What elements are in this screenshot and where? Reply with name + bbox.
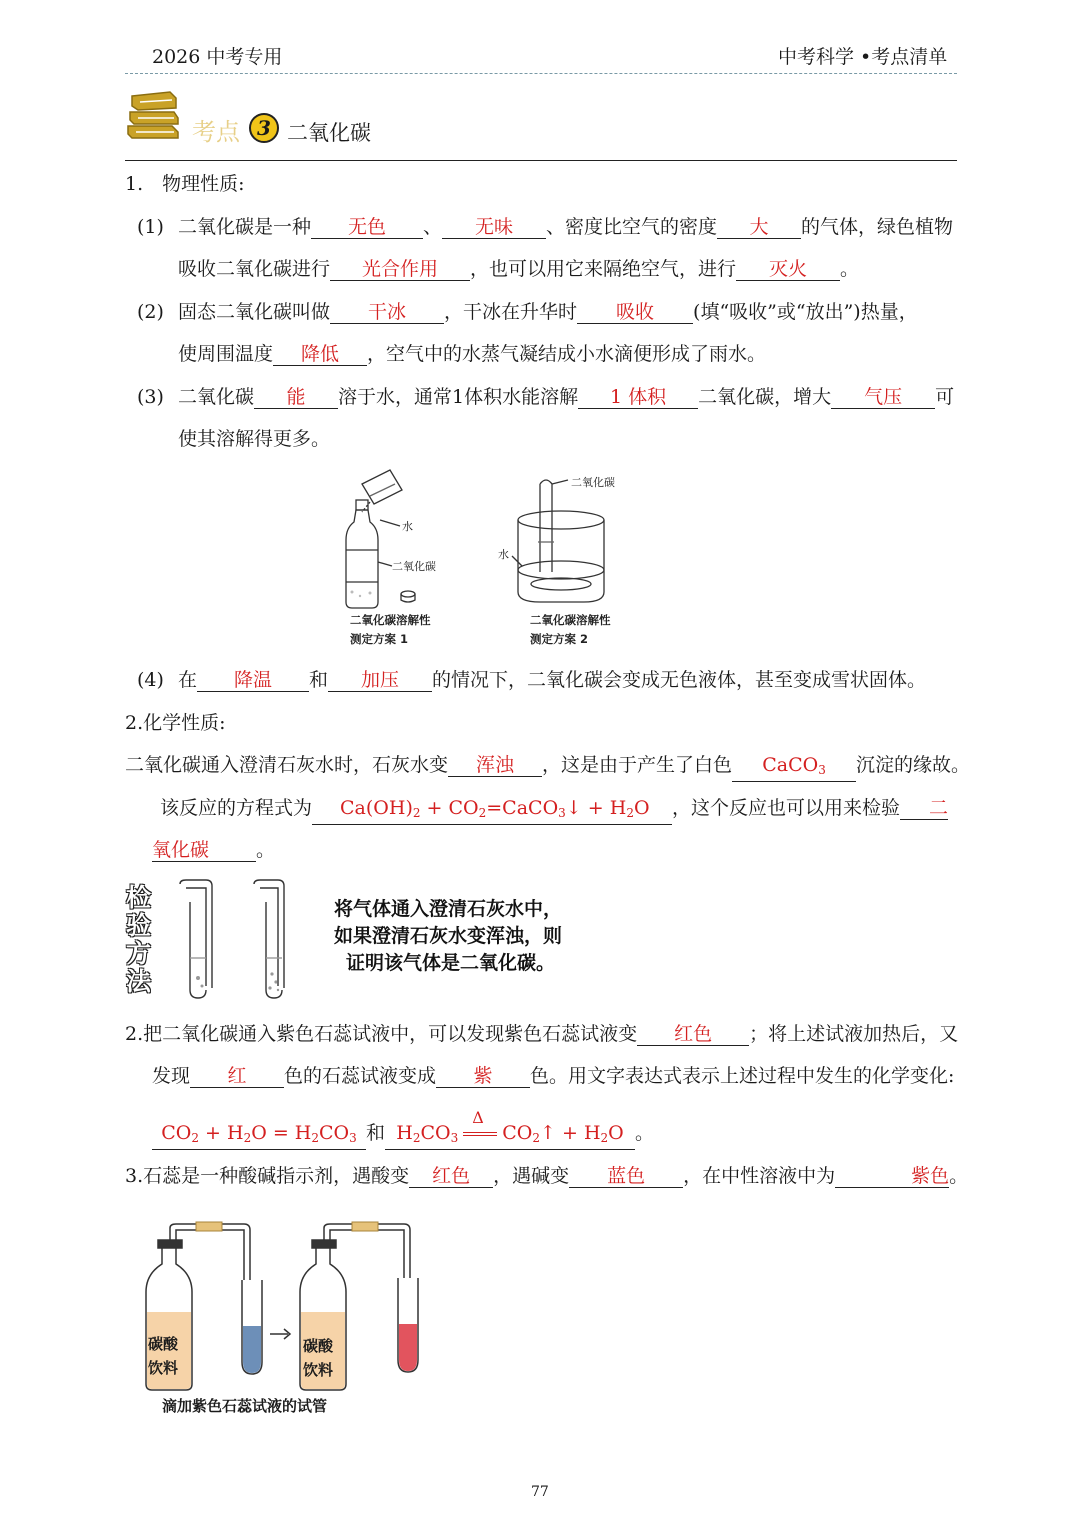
q1-i4-num: (4) [137,669,164,691]
blank-co2-part2: 氧化碳 [152,840,256,862]
blank-neutral-purple: 紫色 [835,1166,949,1188]
header-right: 中考科学 •考点清单 [778,46,948,68]
test-tubes-figure [178,878,298,1004]
fig1-caption2a: 二氧化碳溶解性 [530,613,611,627]
blank-red-color: 红色 [637,1024,749,1046]
blank-odorless: 无味 [442,217,546,239]
q2-line3: 氧化碳 。 [152,839,276,861]
q1-i3-num: (3) [137,386,164,408]
q4-line: 3.石蕊是一种酸碱指示剂，遇酸变 红色 ，遇碱变 蓝色 ，在中性溶液中为 紫色。 [125,1165,969,1187]
blank-can: 能 [254,387,338,409]
bottle-icon [346,510,378,608]
blank-cooling: 降温 [197,670,309,692]
blank-equation: $Ca(OH)_2$ + $CO_2=CaCO_3↓ + H_2O$ [312,798,672,825]
page-number: 77 [531,1484,549,1500]
blank-dry-ice: 干冰 [330,302,444,324]
blank-purple: 紫 [436,1066,530,1088]
q2-line1: 二氧化碳通入澄清石灰水时，石灰水变 浑浊 ，这是由于产生了白色 CaCO$_3$ 沉淀的缘故。 [125,753,970,782]
blank-eq-combine: $CO_2 + H_2O = H_2CO_3$ [152,1123,366,1150]
blank-pressurize: 加压 [328,670,432,692]
q1-i3-line1: 二氧化碳 能 溶于水，通常1体积水能溶解 1 体积 二氧化碳，增大 气压 可 [178,386,955,408]
blank-volume: 1 体积 [578,387,698,409]
blank-extinguish: 灭火 [736,259,840,281]
fig3-caption: 滴加紫色石蕊试液的试管 [162,1397,328,1415]
carbonated-drink-figure [140,1222,440,1402]
q1-i3-line2: 使其溶解得更多。 [178,428,331,450]
q1-i1-line2: 吸收二氧化碳进行 光合作用 ，也可以用它来隔绝空气，进行 灭火 。 [178,258,860,280]
test-method-line3: 证明该气体是二氧化碳。 [346,952,556,974]
blank-turbid: 浑浊 [448,755,542,777]
q1-i1-line1: 二氧化碳是一种 无色 、 无味 、密度比空气的密度 大 的气体，绿色植物 [178,216,954,238]
test-method-line2: 如果澄清石灰水变浑浊，则 [334,925,563,947]
fig1-co2-label: 二氧化碳 [392,560,436,573]
fig1-co2b-label: 二氧化碳 [571,476,615,489]
blank-acid-red: 红色 [409,1166,493,1188]
blank-density: 大 [717,217,801,239]
q3-equations: $CO_2 + H_2O = H_2CO_3$ 和 $H_2CO_3$ Δ $CO_2↑ + H_2O$ 。 [152,1121,654,1150]
fig1-caption1b: 测定方案 1 [350,632,409,646]
blank-caco3: CaCO$_3$ [732,755,856,782]
section-title: 二氧化碳 [287,121,371,145]
beaker-icon [362,470,402,504]
blank-base-blue: 蓝色 [569,1166,683,1188]
blank-pressure: 气压 [831,387,935,409]
blank-eq-decompose: $H_2CO_3$ Δ $CO_2↑ + H_2O$ [385,1123,635,1150]
section-rule [125,160,957,161]
header-left: 2026 中考专用 [152,46,283,68]
test-method-line1: 将气体通入澄清石灰水中， [334,898,563,920]
section-label: 考点 [192,118,240,146]
fig1-caption1a: 二氧化碳溶解性 [350,613,431,627]
q2-line2: 该反应的方程式为 $Ca(OH)_2$ + $CO_2=CaCO_3↓ + H_2O$ ，这个反应也可以用来检验 二 [160,796,948,825]
blank-photosynthesis: 光合作用 [330,259,470,281]
books-icon [124,88,184,140]
bottle2-label: 碳酸 饮料 [303,1337,334,1379]
q3-line2: 发现 红 色的石蕊试液变成 紫 色。用文字表达式表示上述过程中发生的化学变化: [152,1065,955,1087]
test-method-vertical-title: 检 验 方 法 [126,883,152,996]
q3-line1: 2.把二氧化碳通入紫色石蕊试液中，可以发现紫色石蕊试液变 红色 ；将上述试液加热后，又 [125,1023,959,1045]
fig1-water2-label: 水 [498,548,509,561]
bottle1-label: 碳酸 饮料 [148,1335,179,1377]
fig1-water-label: 水 [402,520,413,533]
blank-colorless: 无色 [311,217,423,239]
blank-red: 红 [190,1066,284,1088]
q1-i2-num: (2) [137,301,164,323]
q1-i4-line: 在 降温 和 加压 的情况下，二氧化碳会变成无色液体，甚至变成雪状固体。 [178,669,927,691]
q2-heading: 2.化学性质: [125,712,226,734]
q1-i2-line2: 使周围温度 降低 ，空气中的水蒸气凝结成小水滴便形成了雨水。 [178,343,767,365]
fig1-caption2b: 测定方案 2 [530,632,589,646]
blank-co2-part1: 二 [900,798,948,820]
heat-delta-symbol: Δ [472,1108,484,1127]
blank-absorb: 吸收 [577,302,693,324]
header-divider [125,73,957,74]
blank-lower: 降低 [273,344,367,366]
q1-i1-num: (1) [137,216,164,238]
q1-heading: 1. 物理性质: [125,173,245,195]
section-number-badge: 3 [249,113,279,143]
q1-i2-line1: 固态二氧化碳叫做 干冰 ，干冰在升华时 吸收 (填“吸收”或“放出”)热量， [178,301,918,323]
